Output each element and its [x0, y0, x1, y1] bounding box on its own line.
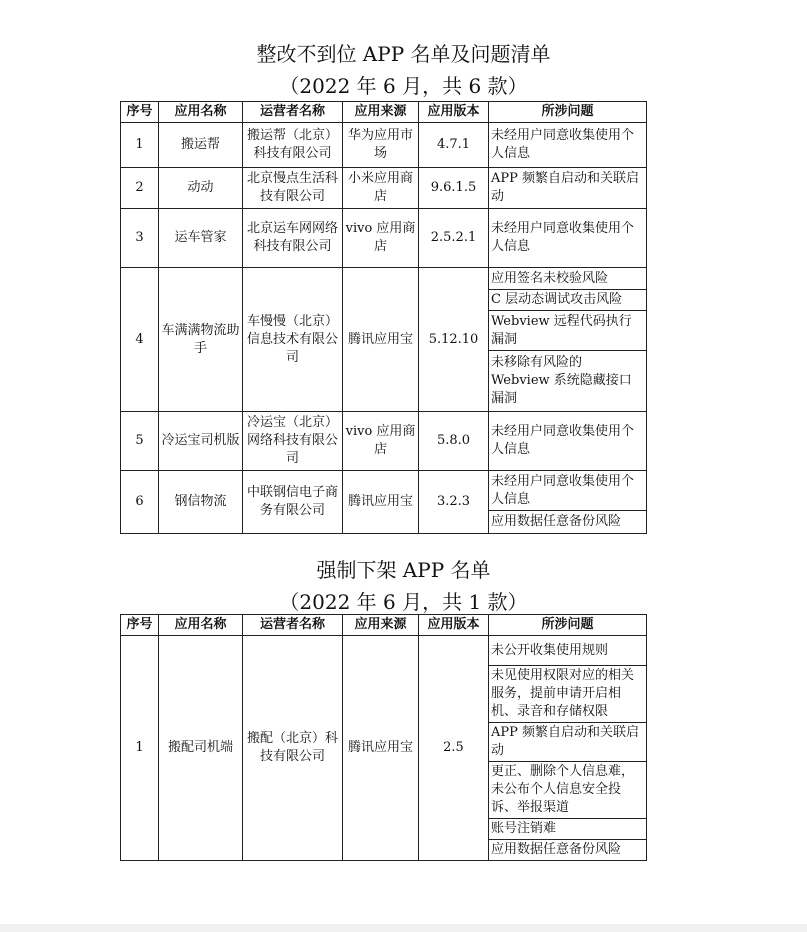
column-header: 应用名称	[159, 615, 243, 636]
issues-cell	[489, 636, 647, 861]
issue-item: 应用数据任意备份风险	[491, 842, 622, 857]
app-source: 腾讯应用宝	[343, 471, 419, 534]
rectification-table	[120, 101, 647, 534]
section1-title: 整改不到位 APP 名单及问题清单	[256, 42, 551, 66]
row-number: 5	[121, 412, 159, 471]
operator-name: 冷运宝（北京）网络科技有限公司	[243, 412, 343, 471]
column-header: 应用名称	[159, 102, 243, 123]
issue-item: 未公开收集使用规则	[489, 636, 646, 666]
issues-cell	[489, 471, 647, 534]
row-number: 1	[121, 123, 159, 168]
app-version: 3.2.3	[419, 471, 489, 534]
operator-name: 搬配（北京）科技有限公司	[243, 636, 343, 861]
page-bottom-strip	[0, 924, 807, 932]
row-number: 1	[121, 636, 159, 861]
issue-item: 未经用户同意收集使用个人信息	[491, 221, 635, 254]
issue-item: 未经用户同意收集使用个人信息	[491, 128, 635, 161]
column-header: 应用来源	[343, 615, 419, 636]
app-name: 冷运宝司机版	[159, 412, 243, 471]
row-number: 2	[121, 168, 159, 209]
app-source: 腾讯应用宝	[343, 268, 419, 412]
row-number: 4	[121, 268, 159, 412]
app-version: 9.6.1.5	[419, 168, 489, 209]
app-version: 5.12.10	[419, 268, 489, 412]
app-version: 2.5.2.1	[419, 209, 489, 268]
section1-subtitle: （2022 年 6 月，共 6 款）	[279, 74, 528, 98]
column-header: 应用版本	[419, 615, 489, 636]
issues-cell	[489, 412, 647, 471]
operator-name: 中联钢信电子商务有限公司	[243, 471, 343, 534]
issue-item: C 层动态调试攻击风险	[489, 290, 646, 311]
issue-item: 未见使用权限对应的相关服务，提前申请开启相机、录音和存储权限	[489, 666, 646, 723]
operator-name: 北京慢点生活科技有限公司	[243, 168, 343, 209]
issue-item: 更正、删除个人信息难，未公布个人信息安全投诉、举报渠道	[489, 762, 646, 819]
issue-item: 应用数据任意备份风险	[491, 514, 622, 529]
row-number: 6	[121, 471, 159, 534]
column-header: 应用来源	[343, 102, 419, 123]
app-version: 5.8.0	[419, 412, 489, 471]
table-row	[121, 636, 647, 861]
row-number: 3	[121, 209, 159, 268]
app-source: 腾讯应用宝	[343, 636, 419, 861]
operator-name: 车慢慢（北京）信息技术有限公司	[243, 268, 343, 412]
issue-item: 未经用户同意收集使用个人信息	[491, 424, 635, 457]
column-header: 运营者名称	[243, 102, 343, 123]
table-row	[121, 268, 647, 412]
column-header: 所涉问题	[489, 615, 647, 636]
issue-item: 未经用户同意收集使用个人信息	[489, 471, 646, 511]
column-header: 序号	[121, 102, 159, 123]
app-name: 车满满物流助手	[159, 268, 243, 412]
app-version: 2.5	[419, 636, 489, 861]
app-name: 运车管家	[159, 209, 243, 268]
issues-cell	[489, 268, 647, 412]
app-source: vivo 应用商店	[343, 412, 419, 471]
operator-name: 北京运车网网络科技有限公司	[243, 209, 343, 268]
table-row	[121, 123, 647, 168]
column-header: 应用版本	[419, 102, 489, 123]
issue-item: APP 频繁自启动和关联启动	[489, 723, 646, 762]
app-name: 钢信物流	[159, 471, 243, 534]
issue-item: APP 频繁自启动和关联启动	[491, 171, 640, 204]
table-row	[121, 412, 647, 471]
column-header: 运营者名称	[243, 615, 343, 636]
section2-title: 强制下架 APP 名单	[316, 558, 491, 582]
table-header-row	[121, 102, 647, 123]
issue-item: 账号注销难	[489, 819, 646, 840]
app-source: vivo 应用商店	[343, 209, 419, 268]
removal-table	[120, 614, 647, 861]
app-version: 4.7.1	[419, 123, 489, 168]
table-row	[121, 209, 647, 268]
issues-cell	[489, 209, 647, 268]
app-name: 搬配司机端	[159, 636, 243, 861]
issues-cell	[489, 123, 647, 168]
issue-item: 应用签名未校验风险	[489, 268, 646, 290]
operator-name: 搬运帮（北京）科技有限公司	[243, 123, 343, 168]
issue-item: Webview 远程代码执行漏洞	[489, 311, 646, 351]
app-name: 搬运帮	[159, 123, 243, 168]
column-header: 所涉问题	[489, 102, 647, 123]
table-header-row	[121, 615, 647, 636]
issues-cell	[489, 168, 647, 209]
app-source: 小米应用商店	[343, 168, 419, 209]
table-row	[121, 168, 647, 209]
app-name: 动动	[159, 168, 243, 209]
issue-item: 未移除有风险的 Webview 系统隐藏接口漏洞	[491, 355, 632, 406]
table-row	[121, 471, 647, 534]
column-header: 序号	[121, 615, 159, 636]
section2-subtitle: （2022 年 6 月，共 1 款）	[279, 590, 528, 614]
app-source: 华为应用市场	[343, 123, 419, 168]
